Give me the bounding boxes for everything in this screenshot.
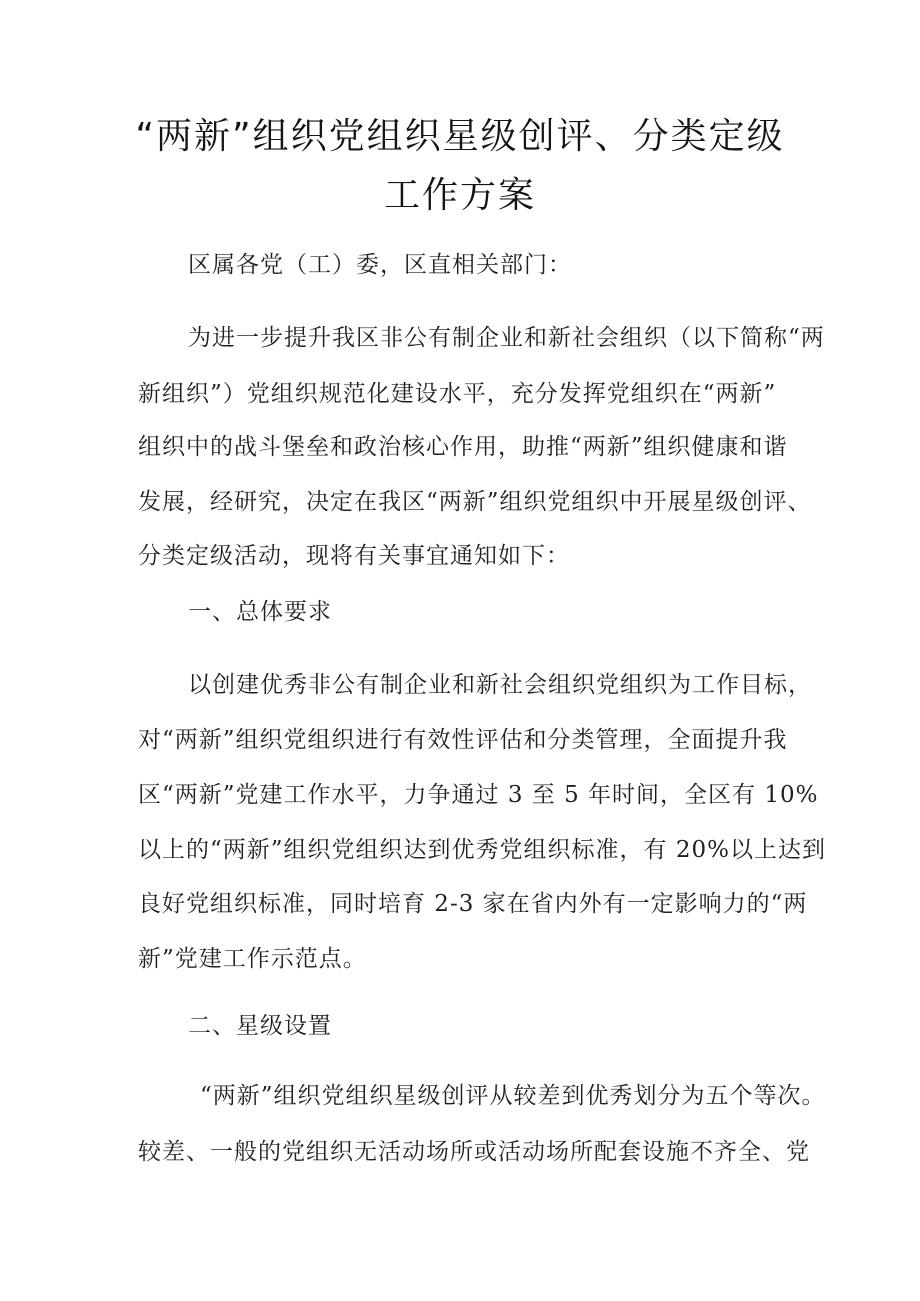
section-2-line-1: “两新”组织党组织星级创评从较差到优秀划分为五个等次。 bbox=[200, 1083, 826, 1109]
section-1-line-1: 以创建优秀非公有制企业和新社会组织党组织为工作目标， bbox=[188, 672, 812, 698]
section-1-line-6: 新”党建工作示范点。 bbox=[138, 946, 367, 972]
section-1-line-5: 良好党组织标准，同时培育 2-3 家在省内外有一定影响力的“两 bbox=[138, 891, 808, 917]
intro-line-1: 为进一步提升我区非公有制企业和新社会组织（以下简称“两 bbox=[188, 325, 825, 351]
section-2-line-2: 较差、一般的党组织无活动场所或活动场所配套设施不齐全、党 bbox=[138, 1139, 810, 1165]
document-title-line-1: “两新”组织党组织星级创评、分类定级 bbox=[135, 116, 785, 157]
section-1-line-4: 以上的“两新”组织党组织达到优秀党组织标准，有 20%以上达到 bbox=[138, 837, 826, 863]
intro-line-4: 发展，经研究，决定在我区“两新”组织党组织中开展星级创评、 bbox=[138, 489, 812, 515]
document-title-line-2: 工作方案 bbox=[383, 175, 536, 216]
section-1-heading: 一、总体要求 bbox=[188, 599, 332, 625]
intro-line-3: 组织中的战斗堡垒和政治核心作用，助推“两新”组织健康和谐 bbox=[138, 434, 788, 460]
section-1-line-2: 对“两新”组织党组织进行有效性评估和分类管理，全面提升我 bbox=[138, 727, 788, 753]
section-2-heading: 二、星级设置 bbox=[188, 1013, 332, 1039]
intro-line-5: 分类定级活动，现将有关事宜通知如下： bbox=[138, 543, 570, 569]
section-1-line-3: 区“两新”党建工作水平，力争通过 3 至 5 年时间，全区有 10% bbox=[138, 782, 819, 808]
addressee: 区属各党（工）委，区直相关部门： bbox=[188, 252, 572, 278]
intro-line-2: 新组织”）党组织规范化建设水平，充分发挥党组织在“两新” bbox=[138, 381, 777, 407]
